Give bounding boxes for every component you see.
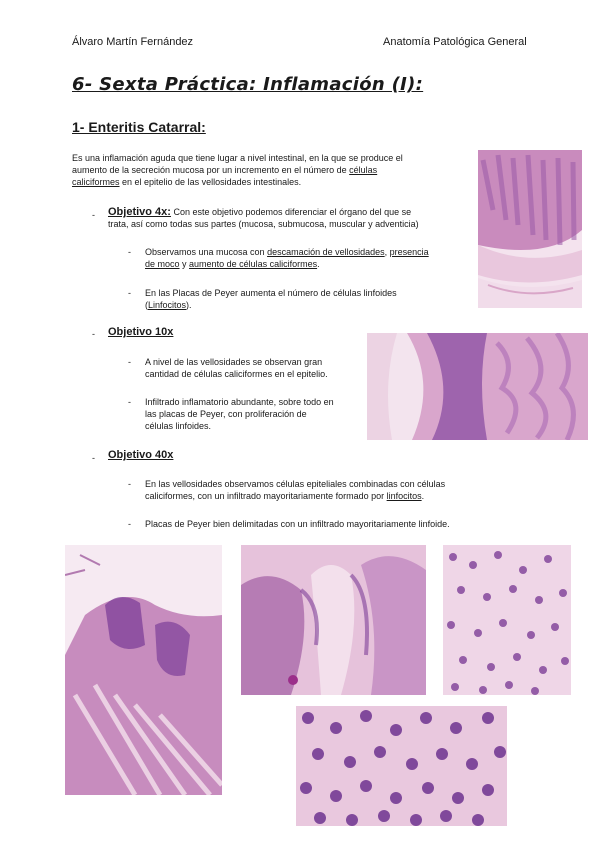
micrograph-4x: [478, 150, 582, 308]
term-linfocitos: Linfocitos: [148, 300, 187, 310]
obj40x-item2: Placas de Peyer bien delimitadas con un infiltrado mayoritariamente linfoide.: [145, 519, 450, 529]
term-aumento-caliciformes: aumento de células caliciformes: [189, 259, 318, 269]
micrograph-villi: [241, 545, 426, 695]
bullet-obj4x-item2: -: [128, 288, 131, 298]
obj10x-item1: A nivel de las vellosidades se observan gran cantidad de células caliciformes en el epitelio.: [145, 357, 328, 379]
intro-line-1: Es una inflamación aguda que tiene lugar a nivel intestinal, en la que se produce el: [72, 153, 403, 163]
obj4x-item2: En las Placas de Peyer aumenta el número de células linfoides (Linfocitos).: [145, 288, 397, 310]
bullet-obj10x: -: [92, 329, 95, 339]
intro-line-2: aumento de la secreción mucosa por un incremento en el número de células: [72, 165, 378, 175]
section-heading: 1- Enteritis Catarral:: [72, 119, 206, 135]
bullet-obj4x: -: [92, 210, 95, 220]
obj4x-text-2: trata, así como todas sus partes (mucosa, submucosa, muscular y adventicia): [108, 219, 419, 229]
term-linfocitos-40x: linfocitos: [386, 491, 422, 501]
header-author: Álvaro Martín Fernández: [72, 36, 194, 48]
micrograph-infiltrate: [443, 545, 571, 695]
intro-paragraph: [72, 152, 472, 188]
obj4x-block: [108, 206, 468, 230]
micrograph-peyer-40x: [296, 706, 507, 826]
obj40x-item1: En las vellosidades observamos células epiteliales combinadas con células caliciformes, con un infiltrado mayoritariamente formado por linfocitos.: [145, 479, 446, 501]
bullet-obj40x-item1: -: [128, 479, 131, 489]
term-caliciformes: caliciformes: [72, 177, 120, 187]
micrograph-mucosa: [65, 545, 222, 795]
bullet-obj10x-item2: -: [128, 397, 131, 407]
intro-line-3: caliciformes en el epitelio de las vellosidades intestinales.: [72, 177, 302, 187]
term-presencia: presencia: [389, 247, 429, 257]
obj40x-title: Objetivo 40x: [108, 449, 174, 461]
bullet-obj40x-item2: -: [128, 519, 131, 529]
micrograph-10x: [367, 333, 588, 440]
bullet-obj4x-item1: -: [128, 247, 131, 257]
bullet-obj10x-item1: -: [128, 357, 131, 367]
term-celulas: células: [349, 165, 378, 175]
term-de-moco: de moco: [145, 259, 180, 269]
obj4x-item1: Observamos una mucosa con descamación de vellosidades, presencia de moco y aumento de células caliciformes.: [145, 247, 429, 269]
term-descamacion: descamación de vellosidades: [267, 247, 385, 257]
header-subject: Anatomía Patológica General: [383, 36, 527, 48]
obj4x-title: Objetivo 4x:: [108, 206, 171, 218]
obj4x-text-1: Con este objetivo podemos diferenciar el órgano del que se: [170, 207, 412, 217]
obj10x-item2: Infiltrado inflamatorio abundante, sobre todo en las placas de Peyer, con proliferación de células linfoides.: [145, 397, 334, 431]
page-title: 6- Sexta Práctica: Inflamación (I):: [72, 74, 424, 95]
bullet-obj40x: -: [92, 453, 95, 463]
obj10x-title: Objetivo 10x: [108, 326, 174, 338]
